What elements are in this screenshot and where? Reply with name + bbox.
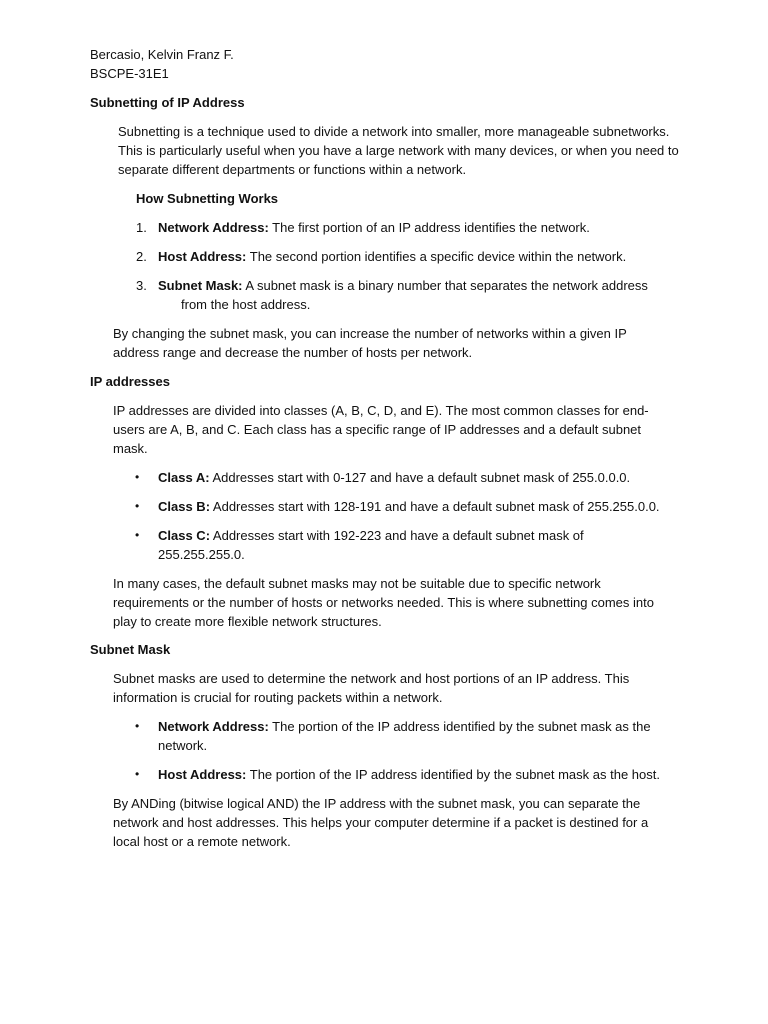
list-text: Addresses start with 0-127 and have a default subnet mask of 255.0.0.0. [209,470,631,485]
ip-classes-paragraph: IP addresses are divided into classes (A, B, C, D, and E). The most common classes for end-users are A, B, and C. Each class has a specific range of IP addresses and a default subnet mask. [113,403,649,456]
list-text-continued: from the host address. [181,297,311,312]
list-number: 3. [136,278,147,293]
list-number: 1. [136,220,147,235]
list-number: 2. [136,249,147,264]
author-section: BSCPE-31E1 [90,66,169,81]
default-masks-paragraph: In many cases, the default subnet masks may not be suitable due to specific network requirements or the number of hosts or networks needed. This is where subnetting comes into play to create more flexible network structures. [113,576,654,629]
list-term: Network Address: [158,719,269,734]
changing-mask-paragraph: By changing the subnet mask, you can increase the number of networks within a given IP address range and decrease the number of hosts per network. [113,326,627,360]
list-text: Addresses start with 128-191 and have a default subnet mask of 255.255.0.0. [210,499,660,514]
bullet-icon: • [135,767,140,781]
list-term: Host Address: [158,249,247,264]
list-text: The portion of the IP address identified by the subnet mask as the host. [246,767,660,782]
list-text: The second portion identifies a specific device within the network. [246,249,627,264]
bullet-icon: • [135,528,140,542]
list-text: The first portion of an IP address identifies the network. [268,220,590,235]
list-term: Class A: [158,470,210,485]
page-title: Subnetting of IP Address [90,95,245,110]
author-name: Bercasio, Kelvin Franz F. [90,47,234,62]
bullet-icon: • [135,470,140,484]
list-text: The portion of the IP address identified by the subnet mask as the network. [158,719,651,753]
subnet-mask-paragraph: Subnet masks are used to determine the network and host portions of an IP address. This information is crucial for routing packets within a network. [113,671,630,705]
list-term: Class C: [158,528,211,543]
list-term: Network Address: [158,220,269,235]
subnet-mask-heading: Subnet Mask [90,642,171,657]
anding-paragraph: By ANDing (bitwise logical AND) the IP address with the subnet mask, you can separate the network and host addresses. This helps your computer determine if a packet is destined for a local host or a remote network. [113,796,649,849]
list-term: Host Address: [158,767,247,782]
list-text: Addresses start with 192-223 and have a default subnet mask of 255.255.255.0. [158,528,584,562]
list-text: A subnet mask is a binary number that separates the network address [242,278,648,293]
bullet-icon: • [135,499,140,513]
list-term: Class B: [158,499,211,514]
ip-addresses-heading: IP addresses [90,374,170,389]
list-term: Subnet Mask: [158,278,243,293]
bullet-icon: • [135,719,140,733]
how-subnetting-heading: How Subnetting Works [136,191,279,206]
intro-paragraph: Subnetting is a technique used to divide a network into smaller, more manageable subnetworks. This is particularly useful when you have a large network with many devices, or when you need to separate different departments or functions within a network. [118,124,679,177]
